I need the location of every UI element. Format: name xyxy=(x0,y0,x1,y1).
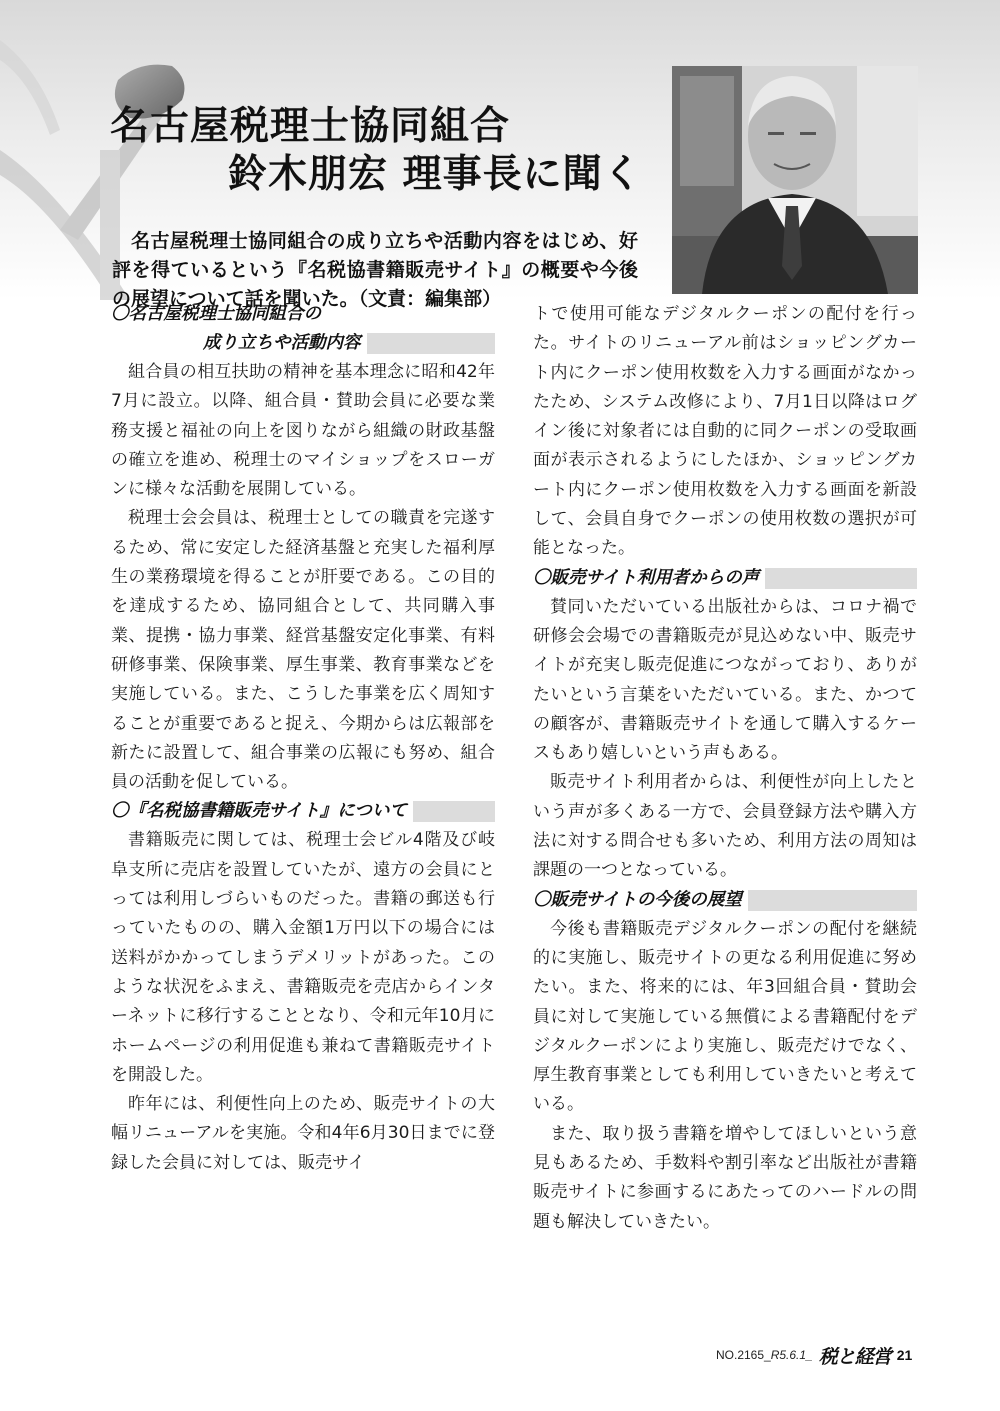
section-heading-origins-line-1: 〇名古屋税理士協同組合の xyxy=(111,304,321,324)
issue-number: NO.2165_ xyxy=(716,1348,771,1362)
section-heading-user-voices-text: 〇販売サイト利用者からの声 xyxy=(533,567,760,588)
section-heading-origins-line-2: 成り立ちや活動内容 xyxy=(203,333,361,353)
page-number: 21 xyxy=(896,1347,913,1363)
right-column xyxy=(533,300,917,1237)
left-column xyxy=(111,300,495,1178)
issue-info xyxy=(716,1348,813,1362)
paragraph: 今後も書籍販売デジタルクーポンの配付を継続的に実施し、販売サイトの更なる利用促進に努めたい。また、将来的には、年3回組合員・賛助会員に対して実施している無償による書籍配付をデジタルクーポンにより実施し、販売だけでなく、厚生教育事業としても利用していきたいと考えている。 xyxy=(533,918,917,1115)
paragraph: 販売サイト利用者からは、利便性が向上したという声が多くある一方で、会員登録方法や購入方法に対する問合せも多いため、利用方法の周知は課題の一つとなっている。 xyxy=(533,772,917,881)
section-heading-book-site-text: 〇『名税協書籍販売サイト』について xyxy=(111,801,407,822)
paragraph: 書籍販売に関しては、税理士会ビル4階及び岐阜支所に売店を設置していたが、遠方の会員にとっては利用しづらいものだった。書籍の郵送も行っていたものの、購入金額1万円以下の場合には送料がかかってしまうデメリットがあった。このような状況をふまえ、書籍販売を売店からインターネットに移行することとなり、令和元年10月にホームページの利用促進も兼ねて書籍販売サイトを開設した。 xyxy=(111,830,495,1085)
section-heading-future-outlook-text: 〇販売サイトの今後の展望 xyxy=(533,889,742,910)
heading-bar xyxy=(765,568,917,589)
paragraph-continued: トで使用可能なデジタルクーポンの配付を行った。サイトのリニューアル前はショッピングカート内にクーポン使用枚数を入力する画面がなかったため、システム改修により、7月1日以降はログイン後に対象者には自動的に同クーポンの受取画面が表示されるようにしたほか、ショッピングカート内にクーポン使用枚数を入力する画面を新設して、会員自身でクーポンの使用枚数の選択が可能となった。 xyxy=(533,304,917,559)
section-heading-user-voices xyxy=(533,564,917,593)
heading-bar xyxy=(413,801,495,822)
magazine-logo: 税と経営 xyxy=(818,1345,891,1368)
section-heading-origins xyxy=(111,300,495,358)
chairman-portrait-photo xyxy=(672,66,918,294)
paragraph: 昨年には、利便性向上のため、販売サイトの大幅リニューアルを実施。令和4年6月30日までに登録した会員に対しては、販売サイ xyxy=(111,1094,495,1173)
portrait-drawing xyxy=(672,66,918,294)
section-heading-book-site xyxy=(111,797,495,826)
paragraph: 組合員の相互扶助の精神を基本理念に昭和42年7月に設立。以降、組合員・賛助会員に必要な業務支援と福祉の向上を図りながら組織の財政基盤の確立を進め、税理士のマイショップをスローガンに様々な活動を展開している。 xyxy=(111,362,495,500)
paragraph: 賛同いただいている出版社からは、コロナ禍で研修会会場での書籍販売が見込めない中、販売サイトが充実し販売促進につながっており、ありがたいという言葉をいただいている。また、かつての顧客が、書籍販売サイトを通して購入するケースもあり嬉しいという声もある。 xyxy=(533,596,917,764)
article-title-line-1: 名古屋税理士協同組合 xyxy=(110,104,511,149)
page-footer xyxy=(716,1340,946,1370)
paragraph: また、取り扱う書籍を増やしてほしいという意見もあるため、手数料や割引率など出版社が書籍販売サイトに参画するにあたってのハードルの問題も解決していきたい。 xyxy=(533,1123,917,1232)
lead-paragraph: 名古屋税理士協同組合の成り立ちや活動内容をはじめ、好評を得ているという『名税協書籍販売サイト』の概要や今後の展望について話を聞いた。（文責：編集部） xyxy=(112,230,638,310)
heading-bar xyxy=(367,333,496,354)
heading-bar xyxy=(748,890,917,911)
article-title-line-2: 鈴木朋宏 理事長に聞く xyxy=(228,152,643,197)
issue-date: R5.6.1_ xyxy=(770,1348,813,1362)
section-heading-future-outlook xyxy=(533,886,917,915)
paragraph: 税理士会会員は、税理士としての職責を完遂するため、常に安定した経済基盤と充実した福利厚生の業務環境を得ることが肝要である。この目的を達成するため、協同組合として、共同購入事業、提携・協力事業、経営基盤安定化事業、有料研修事業、保険事業、厚生事業、教育事業などを実施している。また、こうした事業を広く周知することが重要であると捉え、今期からは広報部を新たに設置して、組合事業の広報にも努め、組合員の活動を促している。 xyxy=(111,508,495,793)
